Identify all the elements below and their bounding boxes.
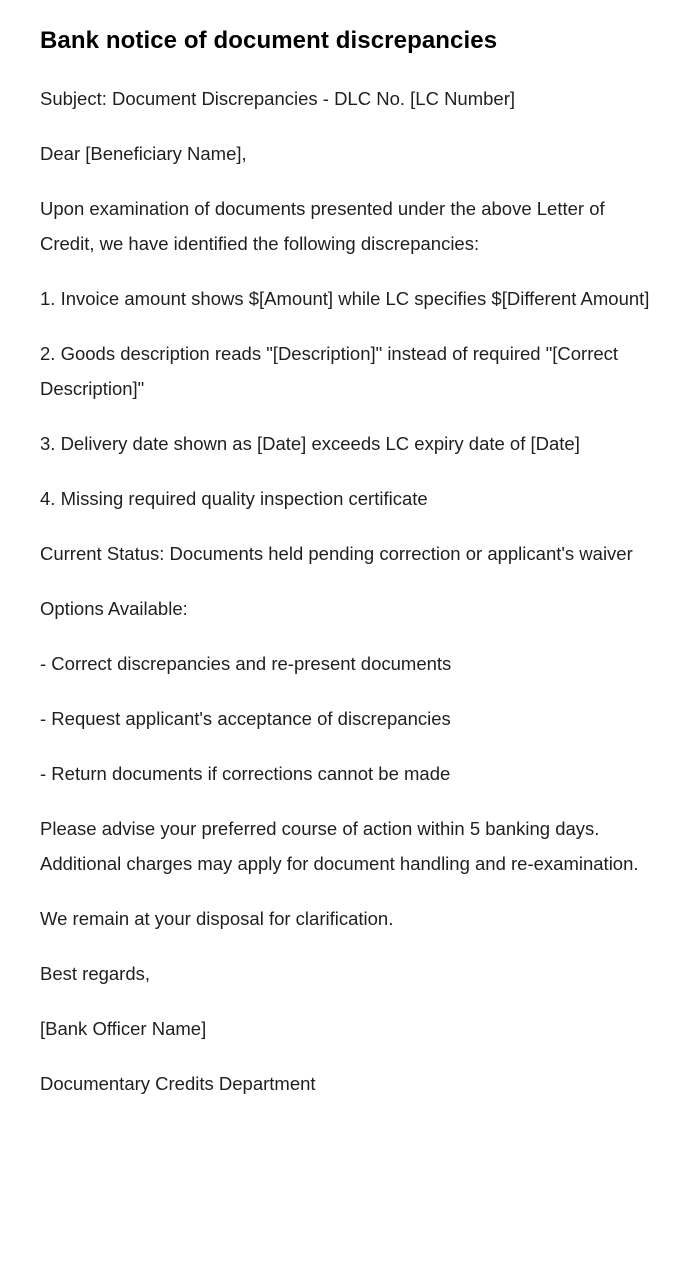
document-title: Bank notice of document discrepancies [40, 27, 498, 54]
paragraph-discrepancy-3: 3. Delivery date shown as [Date] exceeds LC expiry date of [Date] [40, 433, 580, 454]
paragraph-subject: Subject: Document Discrepancies - DLC No. [LC Number] [40, 88, 516, 109]
paragraph-closing: Best regards, [40, 963, 151, 984]
paragraph-salutation: Dear [Beneficiary Name], [40, 143, 247, 164]
paragraph-options-heading: Options Available: [40, 598, 188, 619]
paragraph-discrepancy-2: 2. Goods description reads "[Description]" instead of required "[Correct Description]" [40, 343, 619, 399]
paragraph-option-3: - Return documents if corrections cannot be made [40, 763, 451, 784]
paragraph-signature-dept: Documentary Credits Department [40, 1073, 316, 1094]
paragraph-clarification: We remain at your disposal for clarification. [40, 908, 394, 929]
paragraph-option-2: - Request applicant's acceptance of discrepancies [40, 708, 451, 729]
paragraph-advise: Please advise your preferred course of action within 5 banking days. Additional charges may apply for document handling and re-examination. [40, 818, 639, 874]
paragraph-option-1: - Correct discrepancies and re-present documents [40, 653, 452, 674]
paragraph-discrepancy-4: 4. Missing required quality inspection certificate [40, 488, 428, 509]
paragraph-current-status: Current Status: Documents held pending correction or applicant's waiver [40, 543, 633, 564]
paragraph-signature-name: [Bank Officer Name] [40, 1018, 207, 1039]
paragraph-discrepancy-1: 1. Invoice amount shows $[Amount] while LC specifies $[Different Amount] [40, 288, 650, 309]
paragraph-intro: Upon examination of documents presented under the above Letter of Credit, we have identified the following discrepancies: [40, 198, 605, 254]
